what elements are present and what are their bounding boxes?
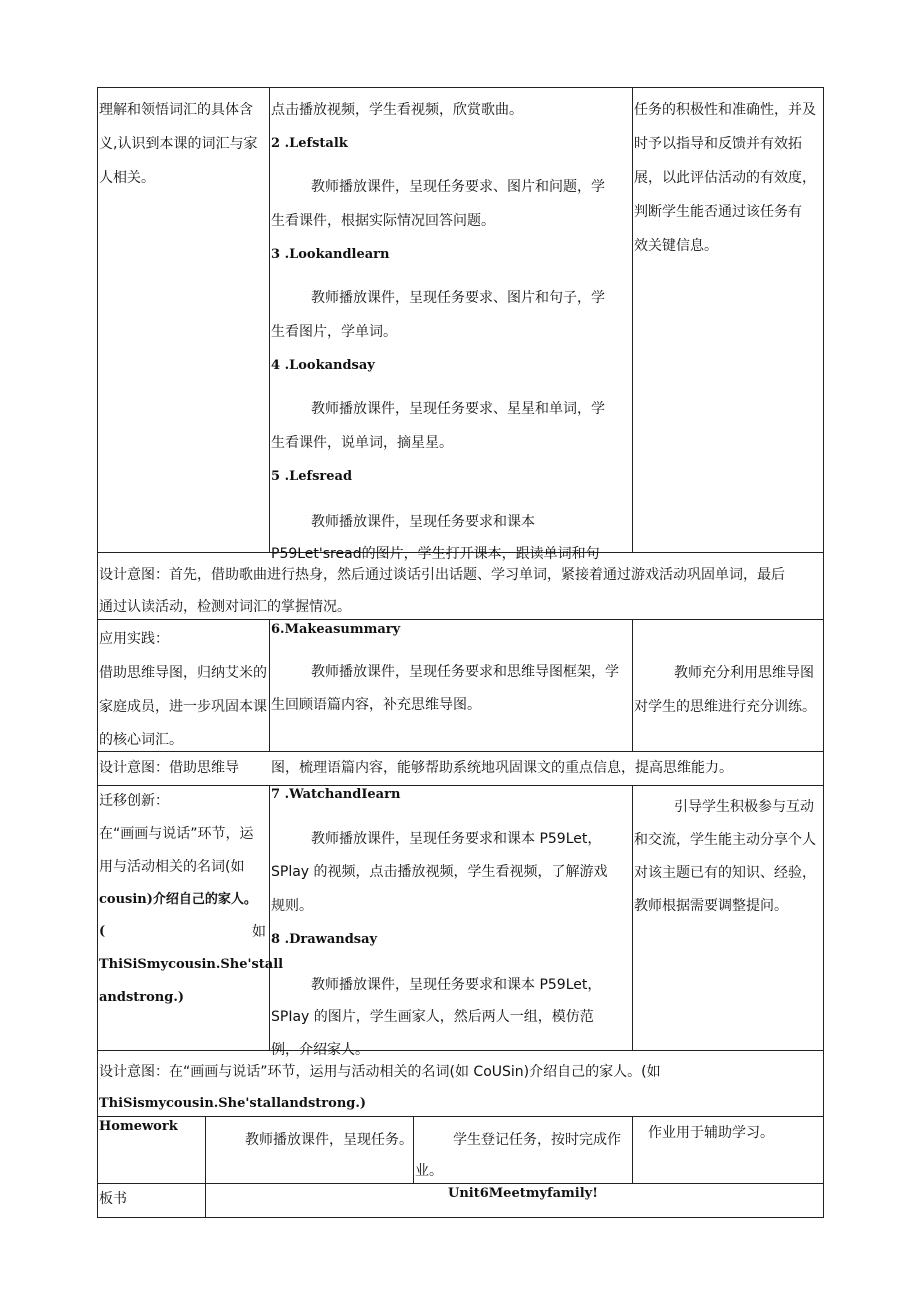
evaluation-line: 教师根据需要调整提问。 xyxy=(634,898,788,914)
step-5-text: P59Let'sread的图片，学生打开课本，跟读单词和句 xyxy=(271,546,600,562)
step-8-text: 教师播放课件，呈现任务要求和课本 P59Let， xyxy=(311,977,602,993)
evaluation-line: 和交流，学生能主动分享个人 xyxy=(634,832,816,848)
objective-line: 用与活动相关的名词(如 xyxy=(99,859,245,875)
intent-line: 通过认读活动，检测对词汇的掌握情况。 xyxy=(99,599,351,615)
intro-text: 点击播放视频，学生看视频，欣赏歌曲。 xyxy=(271,102,523,118)
objective-line: 家庭成员，进一步巩固本课 xyxy=(99,699,267,715)
step-7-text: 规则。 xyxy=(271,898,313,914)
homework-student: 业。 xyxy=(415,1163,443,1179)
intent-left: 设计意图：借助思维导 xyxy=(99,760,239,776)
evaluation-line: 对学生的思维进行充分训练。 xyxy=(634,699,816,715)
row5-activities xyxy=(270,786,632,1058)
homework-student: 学生登记任务，按时完成作 xyxy=(453,1132,621,1148)
evaluation-line: 教师充分利用思维导图 xyxy=(674,665,814,681)
step-4-text: 教师播放课件，呈现任务要求、星星和单词，学 xyxy=(311,401,605,417)
intent-line: ThiSismycousin.She'stallandstrong.) xyxy=(99,1096,367,1111)
objective-line: 人相关。 xyxy=(99,170,155,186)
step-4-text: 生看课件，说单词，摘星星。 xyxy=(271,435,453,451)
step-6-text: 生回顾语篇内容，补充思维导图。 xyxy=(271,697,481,713)
intent-line: 设计意图：首先，借助歌曲进行热身，然后通过谈话引出话题、学习单词，紧接着通过游戏活动巩固单词，最后 xyxy=(99,567,785,583)
step-4-heading: 4 .Lookandsay xyxy=(271,358,375,373)
step-8-text: 例，介绍家人。 xyxy=(271,1042,369,1058)
step-8-heading: 8 .Drawandsay xyxy=(271,932,378,947)
evaluation-line: 对该主题已有的知识、经验， xyxy=(634,865,816,881)
objective-line: ( xyxy=(99,924,106,939)
step-7-text: 教师播放课件，呈现任务要求和课本 P59Let， xyxy=(311,831,602,847)
step-8-text: SPIay 的图片，学生画家人，然后两人一组，模仿范 xyxy=(271,1009,594,1025)
objective-line: 迁移创新： xyxy=(99,793,169,809)
objective-line: ThiSiSmycousin.She'stall xyxy=(99,957,284,972)
objective-line: 应用实践： xyxy=(99,631,169,647)
step-3-text: 教师播放课件，呈现任务要求、图片和句子，学 xyxy=(311,290,605,306)
step-5-heading: 5 .Lefsread xyxy=(271,469,353,484)
step-2-text: 教师播放课件，呈现任务要求、图片和问题，学 xyxy=(311,179,605,195)
intent-right: 图，梳理语篇内容，能够帮助系统地巩固课文的重点信息，提高思维能力。 xyxy=(271,760,733,776)
evaluation-line: 效关键信息。 xyxy=(634,238,718,254)
homework-purpose: 作业用于辅助学习。 xyxy=(648,1125,774,1141)
evaluation-line: 展，以此评估活动的有效度， xyxy=(634,170,816,186)
objective-line: 理解和领悟词汇的具体含 xyxy=(99,102,253,118)
step-7-heading: 7 .WatchandIearn xyxy=(271,787,401,802)
board-title: Unit6Meetmyfamily! xyxy=(448,1186,598,1201)
step-3-heading: 3 .Lookandlearn xyxy=(271,247,390,262)
objective-line: cousin)介绍自己的家人。 xyxy=(99,892,257,907)
intent-line: 设计意图：在“画画与说话”环节，运用与活动相关的名词(如 CoUSin)介绍自己的家人。(如 xyxy=(99,1064,661,1080)
step-2-text: 生看课件，根据实际情况回答问题。 xyxy=(271,213,495,229)
step-3-text: 生看图片，学单词。 xyxy=(271,324,397,340)
step-6-text: 教师播放课件，呈现任务要求和思维导图框架，学 xyxy=(311,664,619,680)
step-2-heading: 2 .Lefstalk xyxy=(271,136,348,151)
row1-activities xyxy=(270,88,632,562)
evaluation-line: 判断学生能否通过该任务有 xyxy=(634,204,802,220)
objective-line: 在“画画与说话”环节，运 xyxy=(99,826,254,842)
evaluation-line: 引导学生积极参与互动 xyxy=(674,799,814,815)
step-7-text: SPlay 的视频，点击播放视频，学生看视频，了解游戏 xyxy=(271,864,608,880)
board-label: 板书 xyxy=(99,1191,127,1207)
step-6-heading: 6.Makeasummary xyxy=(271,622,401,637)
homework-teacher: 教师播放课件，呈现任务。 xyxy=(245,1132,413,1148)
step-5-text: 教师播放课件，呈现任务要求和课本 xyxy=(311,514,535,530)
objective-line: 借助思维导图，归纳艾米的 xyxy=(99,665,267,681)
objective-line: 的核心词汇。 xyxy=(99,732,183,748)
evaluation-line: 任务的积极性和准确性，并及 xyxy=(634,102,816,118)
objective-line: andstrong.) xyxy=(99,990,185,1005)
objective-line: 义,认识到本课的词汇与家 xyxy=(99,136,258,152)
homework-label: Homework xyxy=(99,1119,178,1134)
evaluation-line: 时予以指导和反馈并有效拓 xyxy=(634,136,802,152)
objective-line: 如 xyxy=(252,924,266,940)
